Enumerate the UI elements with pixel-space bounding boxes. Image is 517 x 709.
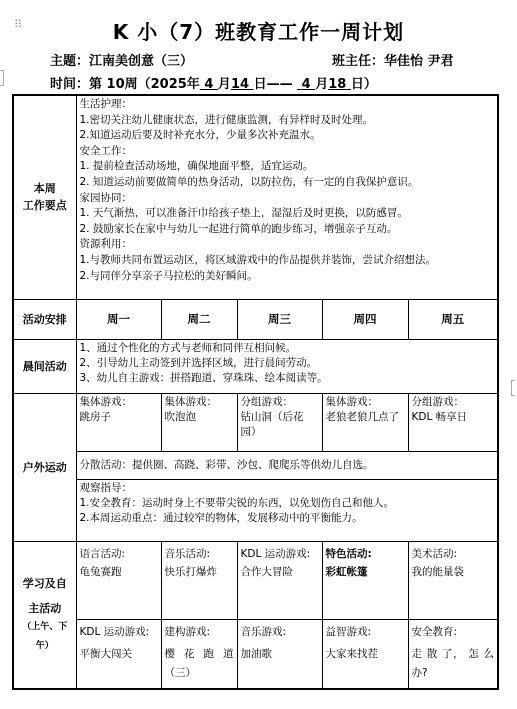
study-mon-1	[76, 541, 161, 619]
game-title: 集体游戏：	[79, 395, 132, 408]
outdoor-scattered-row	[13, 451, 498, 479]
study-fri-1	[408, 541, 498, 619]
activity-name: 平衡大闯关	[79, 647, 132, 660]
focus-line: 2. 鼓励家长在家中与幼儿一起进行简单的跑步练习，增强亲子互动。	[79, 222, 398, 235]
game-name: 老狼老狼几点了	[325, 410, 399, 423]
focus-line: 1. 提前检查活动场地，确保地面平整，适宜运动。	[79, 160, 314, 173]
study-thu-2	[322, 619, 408, 689]
activity-name: 合作大冒险	[240, 565, 293, 578]
study-tue-2	[161, 619, 237, 689]
morning-line: 1、通过个性化的方式与老师和同伴互相问候。	[79, 341, 297, 354]
drag-handle-icon[interactable]: ⠿	[14, 18, 22, 31]
outdoor-game-wed	[237, 393, 322, 451]
study-wed-1	[237, 541, 322, 619]
outdoor-label: 户外运动	[13, 393, 76, 541]
outdoor-game-mon	[76, 393, 161, 451]
activity-name: 龟兔赛跑	[79, 565, 122, 578]
morning-line: 2、引导幼儿主动签到并选择区域，进行晨间劳动。	[79, 356, 318, 369]
guide-line: 1.安全教育：运动时身上不要带尖锐的东西，以免划伤自己和他人。	[79, 496, 395, 509]
time-end-day: 18	[328, 77, 347, 92]
activity-title: KDL 运动游戏:	[79, 625, 150, 638]
activity-name: 我的能量袋	[411, 565, 464, 578]
activity-name: 大家来找茬	[325, 647, 378, 660]
activity-title: KDL 运动游戏:	[240, 547, 311, 560]
game-name: 钻山洞（后花园）	[240, 410, 304, 438]
time-suffix: 日）	[350, 77, 377, 92]
focus-line: 2.与同伴分享亲子马拉松的美好瞬间。	[79, 269, 258, 282]
study-fri-2	[408, 619, 498, 689]
focus-line: 1.密切关注幼儿健康状态，进行健康监测，有异样时及时处理。	[79, 113, 374, 126]
activity-name: 快乐打爆炸	[164, 565, 217, 578]
game-title: 分组游戏：	[411, 395, 464, 408]
activity-name: 走 散 了， 怎 么	[411, 647, 495, 660]
outdoor-games-row	[13, 393, 498, 451]
time-start-month: 4	[204, 77, 214, 92]
activity-title: 建构游戏:	[164, 625, 211, 638]
focus-line: 安全工作：	[79, 144, 132, 157]
game-name: 跳房子	[79, 410, 111, 423]
time-sep: 月	[217, 77, 231, 92]
focus-line: 1.与教师共同布置运动区，将区域游戏中的作品提供并装饰，尝试介绍想法。	[79, 253, 437, 266]
weekly-plan-table	[12, 94, 499, 690]
day-header-mon: 周一	[76, 299, 161, 339]
activity-name: 樱 花 跑 道	[164, 647, 234, 660]
study-mon-2	[76, 619, 161, 689]
time-end-month: 4	[301, 77, 311, 92]
day-header-fri: 周五	[408, 299, 498, 339]
outdoor-guide-row	[13, 479, 498, 541]
study-row-2	[13, 619, 498, 689]
activity-title: 安全教育:	[411, 625, 458, 638]
activity-title: 音乐活动:	[164, 547, 211, 560]
morning-label: 晨间活动	[13, 339, 76, 393]
study-wed-2	[237, 619, 322, 689]
focus-line: 资源利用：	[79, 238, 132, 251]
focus-content	[76, 95, 498, 299]
study-tue-1	[161, 541, 237, 619]
morning-content	[76, 339, 498, 393]
time-line	[50, 73, 377, 92]
schedule-row	[13, 299, 498, 339]
activity-name-cont: （三）	[164, 666, 196, 679]
time-sep: 月	[315, 77, 329, 92]
morning-row	[13, 339, 498, 393]
focus-line: 2. 知道运动前要做简单的热身活动，以防拉伤，有一定的自我保护意识。	[79, 175, 419, 188]
day-header-thu: 周四	[322, 299, 408, 339]
focus-label	[13, 95, 76, 299]
focus-line: 2.知道运动后要及时补充水分，少量多次补充温水。	[79, 129, 321, 142]
guide-line: 观察指导：	[79, 481, 132, 494]
game-title: 分组游戏：	[240, 395, 293, 408]
day-header-tue: 周二	[161, 299, 237, 339]
margin-marker	[0, 70, 4, 86]
activity-title: 特色活动:	[325, 547, 372, 560]
focus-line: 生活护理：	[79, 98, 132, 110]
focus-row	[13, 95, 498, 299]
margin-marker	[511, 380, 515, 396]
outdoor-game-fri	[408, 393, 498, 451]
outdoor-scattered: 分散活动：提供圈、高跷、彩带、沙包、爬爬乐等供幼儿自选。	[76, 451, 498, 479]
time-start-day: 14	[230, 77, 250, 92]
game-name: KDL 畅享日	[411, 410, 468, 423]
focus-line: 家园协同：	[79, 191, 132, 204]
teacher-label: 班主任：	[332, 54, 385, 69]
study-label	[13, 541, 76, 689]
focus-label-line: 工作要点	[22, 199, 67, 213]
outdoor-game-tue	[161, 393, 237, 451]
activity-name: 彩虹帐篷	[325, 565, 368, 578]
time-sep: 日——	[253, 77, 298, 92]
game-title: 集体游戏：	[325, 395, 378, 408]
activity-name: 加油歌	[240, 647, 272, 660]
study-row-1	[13, 541, 498, 619]
study-label-line: 主活动	[28, 601, 62, 615]
activity-title: 益智游戏:	[325, 625, 372, 638]
theme-label: 主题：	[50, 54, 90, 69]
game-title: 集体游戏：	[164, 395, 217, 408]
focus-label-line: 本周	[33, 182, 56, 196]
study-label-line: 学习及自	[22, 576, 67, 590]
day-header-wed: 周三	[237, 299, 322, 339]
theme-value: 江南美创意（三）	[89, 54, 194, 69]
outdoor-game-thu	[322, 393, 408, 451]
page-title: K 小（7）班教育工作一周计划	[112, 20, 405, 44]
focus-line: 1. 天气渐热，可以准备汗巾给孩子垫上，湿湿后及时更换，以防感冒。	[79, 207, 408, 220]
time-prefix: 时间：第 10周（2025年	[50, 77, 200, 92]
study-label-sub: （上午、下午）	[22, 621, 68, 651]
teacher-value: 华佳怡 尹君	[384, 54, 454, 69]
activity-name-cont: 办?	[411, 666, 428, 679]
activity-title: 音乐游戏:	[240, 625, 287, 638]
study-thu-1	[322, 541, 408, 619]
teacher-line	[332, 50, 454, 69]
outdoor-guide	[76, 479, 498, 541]
guide-line: 2.本周运动重点：通过较窄的物体，发展移动中的平衡能力。	[79, 511, 363, 524]
activity-title: 美术活动:	[411, 547, 458, 560]
morning-line: 3、幼儿自主游戏：拼搭跑道、穿珠珠、绘本阅读等。	[79, 371, 328, 384]
activity-title: 语言活动:	[79, 547, 126, 560]
schedule-label: 活动安排	[13, 299, 76, 339]
theme-line	[50, 50, 193, 69]
game-name: 吹泡泡	[164, 410, 196, 423]
